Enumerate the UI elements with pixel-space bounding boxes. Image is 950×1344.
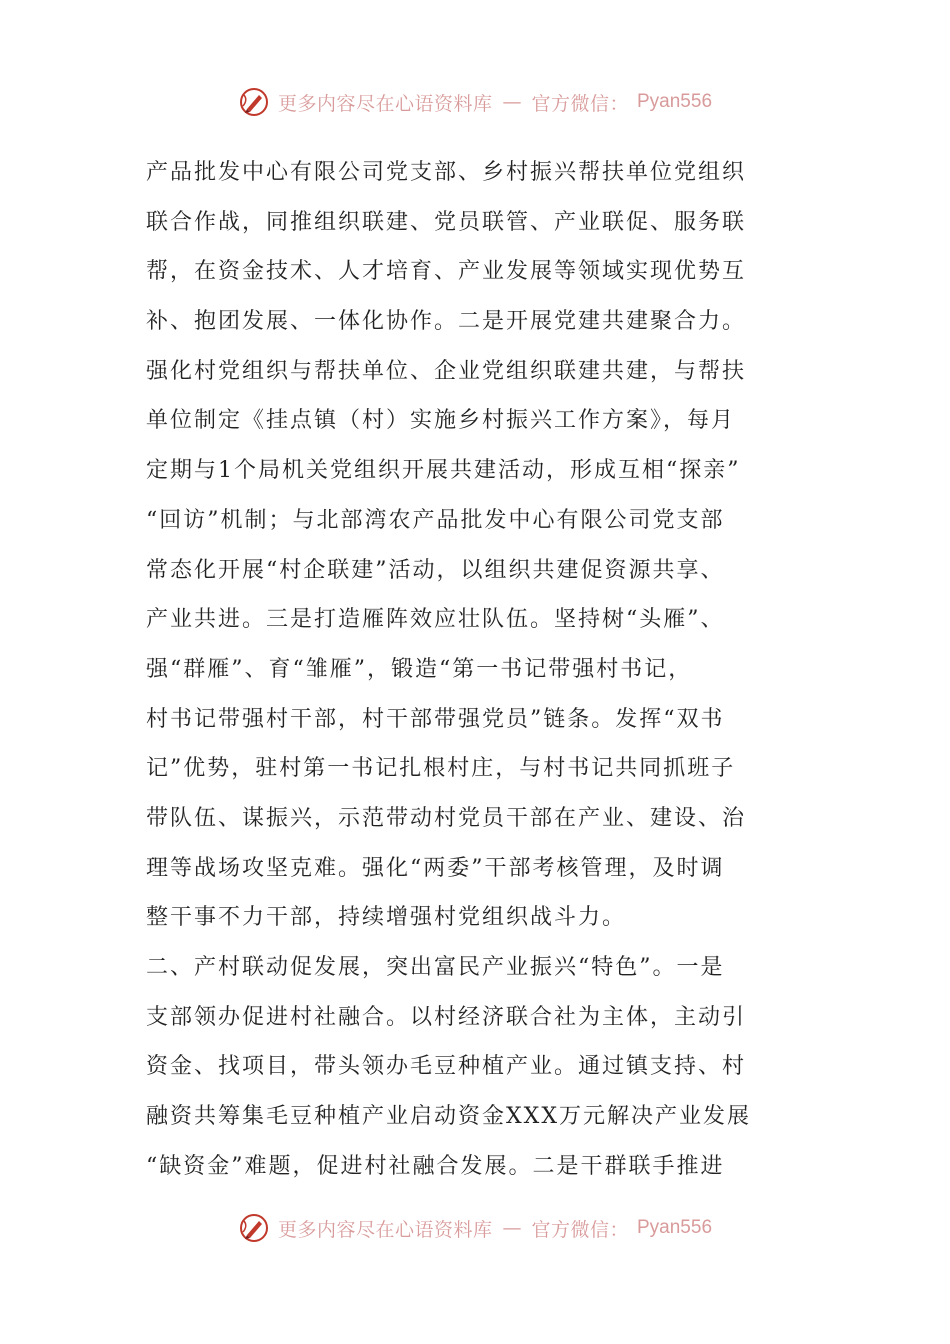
header-contact-id: Pyan556 [637, 91, 713, 112]
footer-contact-id: Pyan556 [637, 1217, 713, 1238]
header-banner [0, 86, 950, 118]
pen-logo-icon [238, 1212, 270, 1244]
text-line: 村书记带强村干部，村干部带强党员”链条。发挥“双书 [146, 706, 725, 732]
text-line: 强“群雁”、育“雏雁”，锻造“第一书记带强村书记， [146, 656, 693, 682]
text-line: 融资共筹集毛豆种植产业启动资金XXX万元解决产业发展 [146, 1104, 751, 1130]
header-contact-label: 官方微信： [531, 92, 629, 115]
pen-logo-icon [238, 86, 270, 118]
document-body [146, 148, 806, 1191]
text-line: 理等战场攻坚克难。强化“两委”干部考核管理，及时调 [146, 855, 725, 881]
text-line: 记”优势，驻村第一书记扎根村庄，与村书记共同抓班子 [146, 756, 736, 782]
text-line: “回访”机制；与北部湾农产品批发中心有限公司党支部 [146, 507, 725, 533]
footer-banner [0, 1212, 950, 1244]
text-line: 补、抱团发展、一体化协作。二是开展党建共建聚合力。 [146, 309, 747, 335]
text-line: 产品批发中心有限公司党支部、乡村振兴帮扶单位党组织 [146, 160, 747, 185]
text-line: 带队伍、谋振兴，示范带动村党员干部在产业、建设、治 [146, 805, 747, 831]
text-line: 联合作战，同推组织联建、党员联管、产业联促、服务联 [146, 209, 747, 235]
header-slogan: 更多内容尽在心语资料库 [277, 92, 493, 115]
text-line: “缺资金”难题，促进村社融合发展。二是干群联手推进 [146, 1153, 725, 1179]
footer-separator: — [502, 1217, 522, 1239]
text-line: 帮，在资金技术、人才培育、产业发展等领域实现优势互 [146, 259, 747, 285]
text-line: 资金、找项目，带头领办毛豆种植产业。通过镇支持、村 [146, 1054, 747, 1080]
text-line: 强化村党组织与帮扶单位、企业党组织联建共建，与帮扶 [146, 358, 747, 384]
text-line: 定期与1个局机关党组织开展共建活动，形成互相“探亲” [146, 458, 741, 484]
footer-contact-label: 官方微信： [531, 1218, 629, 1241]
text-line: 常态化开展“村企联建”活动，以组织共建促资源共享、 [146, 557, 725, 583]
text-line: 单位制定《挂点镇（村）实施乡村振兴工作方案》，每月 [146, 408, 736, 434]
text-line: 二、产村联动促发展，突出富民产业振兴“特色”。一是 [146, 955, 725, 980]
text-line: 产业共进。三是打造雁阵效应壮队伍。坚持树“头雁”、 [146, 607, 725, 633]
text-line: 整干事不力干部，持续增强村党组织战斗力。 [146, 905, 627, 931]
footer-slogan: 更多内容尽在心语资料库 [277, 1218, 493, 1241]
text-line: 支部领办促进村社融合。以村经济联合社为主体，主动引 [146, 1004, 747, 1030]
header-separator: — [502, 91, 522, 113]
